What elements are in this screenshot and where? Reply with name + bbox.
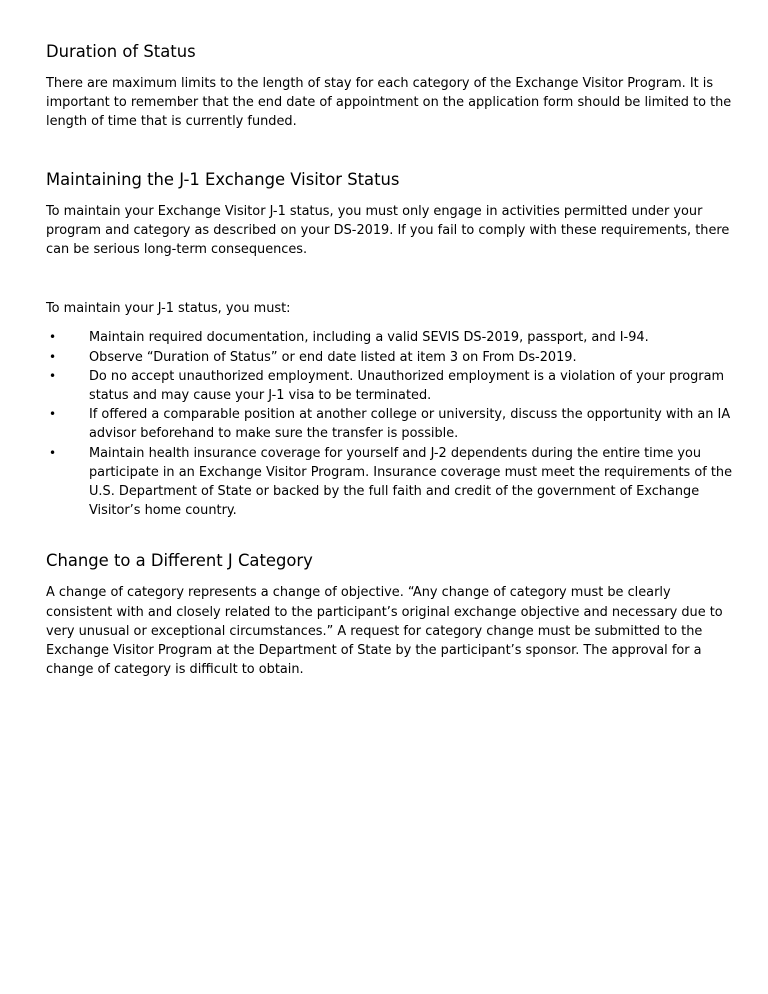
section-duration-of-status	[46, 42, 736, 132]
section-maintaining-status	[46, 170, 736, 521]
list-item-text: Maintain health insurance coverage for yourself and J-2 dependents during the entire time you participate in an Exchange Visitor Program. Insurance coverage must meet the requirements of the U.S. Department of State or backed by the full faith and credit of the government of Exchange Visitor’s home country.	[89, 445, 733, 519]
section-paragraph: A change of category represents a change of objective. “Any change of category must be clearly consistent with and closely related to the participant’s original exchange objective and necessary due to very unusual or exceptional circumstances.” A request for category change must be submitted to the Exchange Visitor Program at the Department of State by the participant’s sponsor. The approval for a change of category is difficult to obtain.	[46, 585, 723, 678]
list-item-text: Do no accept unauthorized employment. Unauthorized employment is a violation of your program status and may cause your J-1 visa to be terminated.	[89, 368, 725, 404]
section-change-category	[46, 551, 736, 679]
section-paragraph: To maintain your Exchange Visitor J-1 status, you must only engage in activities permitted under your program and category as described on your DS-2019. If you fail to comply with these requirements, there can be serious long-term consequences.	[46, 203, 730, 258]
list-intro: To maintain your J-1 status, you must:	[46, 301, 291, 317]
section-heading: Change to a Different J Category	[46, 551, 313, 571]
requirements-list	[46, 328, 736, 520]
section-paragraph: There are maximum limits to the length of stay for each category of the Exchange Visitor Program. It is important to remember that the end date of appointment on the application form should be limited to the length of time that is currently funded.	[46, 76, 732, 130]
list-item-text: Maintain required documentation, including a valid SEVIS DS-2019, passport, and I-94.	[89, 330, 649, 346]
section-heading: Maintaining the J-1 Exchange Visitor Status	[46, 169, 400, 189]
list-item	[46, 367, 736, 405]
list-item	[46, 348, 736, 367]
section-heading: Duration of Status	[46, 42, 196, 61]
list-item	[46, 405, 736, 443]
list-item	[46, 444, 736, 521]
list-item	[46, 328, 736, 347]
list-item-text: Observe “Duration of Status” or end date listed at item 3 on From Ds-2019.	[89, 349, 577, 365]
list-item-text: If offered a comparable position at another college or university, discuss the opportunity with an IA advisor beforehand to make sure the transfer is possible.	[89, 407, 731, 442]
document-page	[46, 42, 736, 679]
